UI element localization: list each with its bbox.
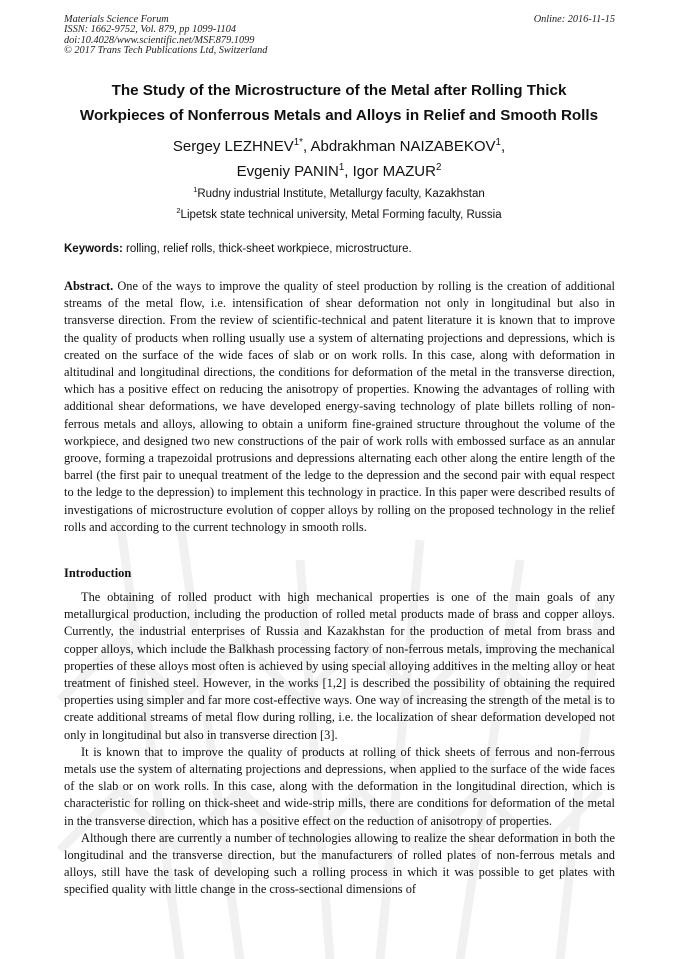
doi[interactable]: doi:10.4028/www.scientific.net/MSF.879.1099 <box>64 34 255 46</box>
paper-title-line-2: Workpieces of Nonferrous Metals and Alloys in Relief and Smooth Rolls <box>79 107 599 124</box>
journal-issn: ISSN: 1662-9752, Vol. 879, pp 1099-1104 <box>64 24 236 36</box>
introduction-body <box>64 589 615 899</box>
paper-title <box>40 78 638 128</box>
affiliation-text: Rudny industrial Institute, Metallurgy faculty, Kazakhstan <box>197 188 485 200</box>
affiliation-marker: 2 <box>176 206 181 216</box>
journal-header <box>64 15 615 56</box>
copyright: © 2017 Trans Tech Publications Ltd, Switzerland <box>64 44 268 56</box>
author-name: Igor MAZUR <box>352 163 436 180</box>
author-affiliation-marker: 1 <box>338 162 345 173</box>
intro-paragraph: The obtaining of rolled product with high mechanical properties is one of the main goals of any metallurgical production, including the production of rolled metal products made of brass and copper alloys. Currently, the industrial enterprises of Russia and Kazakhstan for the production of metal from brass and copper alloys, which include the Balkhash processing factory of non-ferrous metals, improving the mechanical properties of these alloys most often is achieved by using special alloying additives in the melting alloy or heat treatment of finished steel. However, in the works [1,2] is described the possibility of obtaining the required properties using simpler and far more cost-effective ways. One way of increasing the strength of the metal is to create additional streams of metal flow during rolling, i.e. the localization of shear deformation developed not only in longitudinal but also in transverse direction [3]. <box>64 590 615 742</box>
affiliation-1 <box>40 185 638 200</box>
paper-title-line-1: The Study of the Microstructure of the Metal after Rolling Thick <box>111 82 567 99</box>
keywords-label: Keywords: <box>64 243 123 255</box>
author-list: Sergey $LEZHNEV^{1*}$, Abdrakhman NAIZABEKOV$^1$, Evgeniy PANIN$^1$, Igor MAZUR$^2$ <box>172 137 506 180</box>
author-affiliation-marker: 1 <box>495 137 501 148</box>
author-name: Sergey LEZHNEV <box>172 138 294 155</box>
online-date: Online: 2016-11-15 <box>533 14 615 25</box>
abstract-text: One of the ways to improve the quality of steel production by rolling is the creation of additional streams of the metal flow, i.e. intensification of shear deformation not only in longitudinal but also in transverse direction. From the review of scientific-technical and patent literature it is known that to improve the quality of products when rolling usually use a system of alternating projections and depressions, which is created on the surface of the wide faces of slab or on work rolls. In this case, along with deformation in altitudinal and longitudinal directions, the conditions for deformation of the metal in the transverse direction, which has a positive effect on reducing the anisotropy of properties. Knowing the advantages of rolling with additional shear deformations, we have developed energy-saving technology of plate billets rolling of non-ferrous metals and alloys, allowing to obtain a uniform fine-grained structure throughout the volume of the workpiece, and designed two new constructions of the pair of work rolls with embossed surface as an annular groove, forming a trapezoidal protrusions and depressions alternating each other along the entire length of the barrel (the first pair to unequal treatment of the ledge to the depression and the second pair with equal respect to the ledge to the depression) to implement this technology in practice. In this paper were described results of investigations of microstructure evolution of copper alloys by rolling on the proposed technology in the relief rolls and according to the current technology in smooth rolls. <box>64 279 615 534</box>
author-affiliation-marker: 1* <box>293 137 303 148</box>
abstract <box>64 278 615 536</box>
affiliation-marker: 1 <box>193 185 198 195</box>
author-affiliation-marker: 2 <box>435 162 442 173</box>
section-heading-introduction: Introduction <box>64 566 132 580</box>
journal-name: Materials Science Forum <box>64 14 169 25</box>
affiliation-2 <box>40 206 638 221</box>
keywords-text: rolling, relief rolls, thick-sheet workpiece, microstructure. <box>126 243 412 255</box>
author-name: Abdrakhman NAIZABEKOV <box>310 138 496 155</box>
affiliation-text: Lipetsk state technical university, Metal Forming faculty, Russia <box>180 209 502 221</box>
author-name: Evgeniy PANIN <box>236 163 339 180</box>
abstract-label: Abstract. <box>64 279 114 293</box>
intro-paragraph: It is known that to improve the quality of products at rolling of thick sheets of ferrous and non-ferrous metals use the system of alternating projections and depressions, when applied to the surface of the wide faces of the slab or on work rolls. In this case, along with the deformation in the longitudinal direction, which is characteristic for rolling on thick-sheet and wide-strip mills, there are conditions for deformation of the metal in the transverse direction, which has a positive effect on the reduction of anisotropy of properties. <box>64 744 615 828</box>
keywords <box>64 243 615 255</box>
intro-paragraph: Although there are currently a number of technologies allowing to realize the shear deformation in both the longitudinal and the transverse direction, but the manufacturers of rolled plates of non-ferrous metals and alloys, still have the task of developing such a rolling process in which it was possible to get plates with specified quality with little change in the cross-sectional dimensions of <box>64 830 615 897</box>
